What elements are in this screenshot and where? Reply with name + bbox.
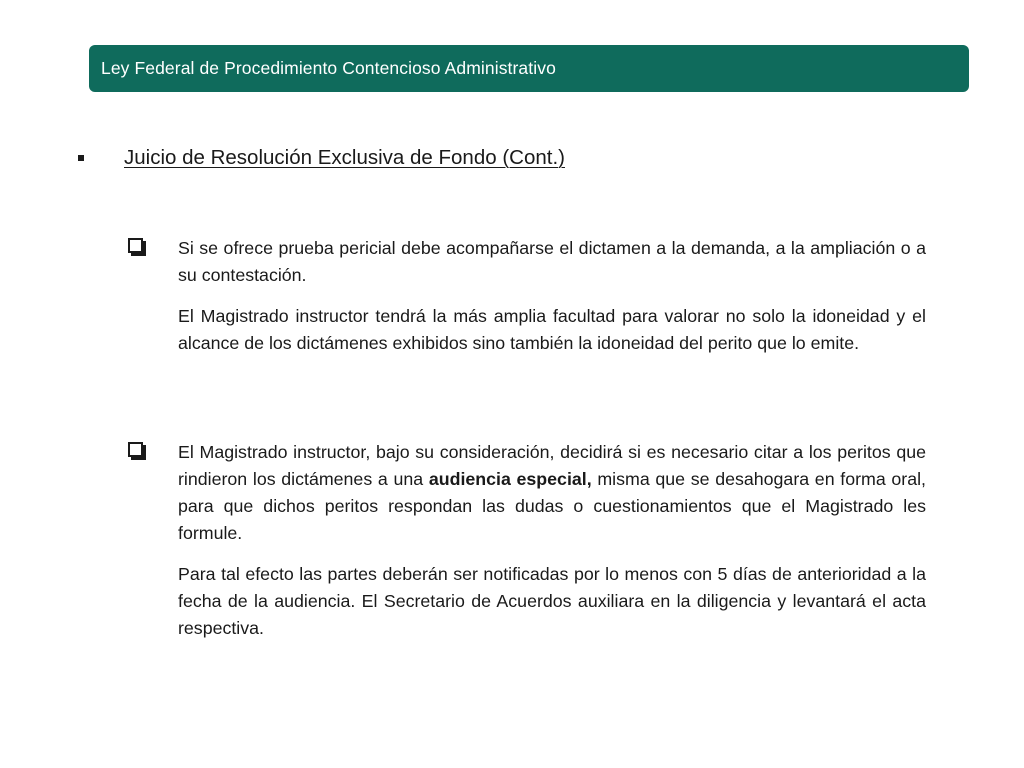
section-heading-text: Juicio de Resolución Exclusiva de Fondo (Cont.) xyxy=(124,146,565,169)
item-1-paragraph-2: El Magistrado instructor tendrá la más amplia facultad para valorar no solo la idoneidad y el alcance de los dictámenes exhibidos sino también la idoneidad del perito que lo emite. xyxy=(178,306,926,353)
item-2-paragraph-2: Para tal efecto las partes deberán ser notificadas por lo menos con 5 días de anterioridad a la fecha de la audiencia. El Secretario de Acuerdos auxiliara en la diligencia y levantará el acta respectiva. xyxy=(178,564,926,638)
item-block-1 xyxy=(128,235,926,357)
item-2-text-after: misma que se desahogara en forma oral, para que dichos peritos respondan las dudas o cuestionamientos que el Magistrado les formule. xyxy=(178,469,926,543)
item-2-emphasis: audiencia especial, xyxy=(428,469,592,489)
item-2-text-before: El Magistrado instructor, bajo su consideración, decidirá si es necesario citar a los peritos que rindieron los dictámenes a una xyxy=(178,442,926,489)
item-block-2 xyxy=(128,439,926,642)
item-1-paragraph-1: Si se ofrece prueba pericial debe acompañarse el dictamen a la demanda, a la ampliación o a su contestación. xyxy=(178,238,926,285)
header-bar xyxy=(89,45,969,92)
section-heading xyxy=(76,146,565,170)
item-2-paragraph-1 xyxy=(178,439,926,547)
square-bullet-icon xyxy=(78,155,84,161)
checkbox-icon xyxy=(128,442,143,457)
checkbox-icon xyxy=(128,238,143,253)
header-title: Ley Federal de Procedimiento Contencioso Administrativo xyxy=(101,58,556,78)
